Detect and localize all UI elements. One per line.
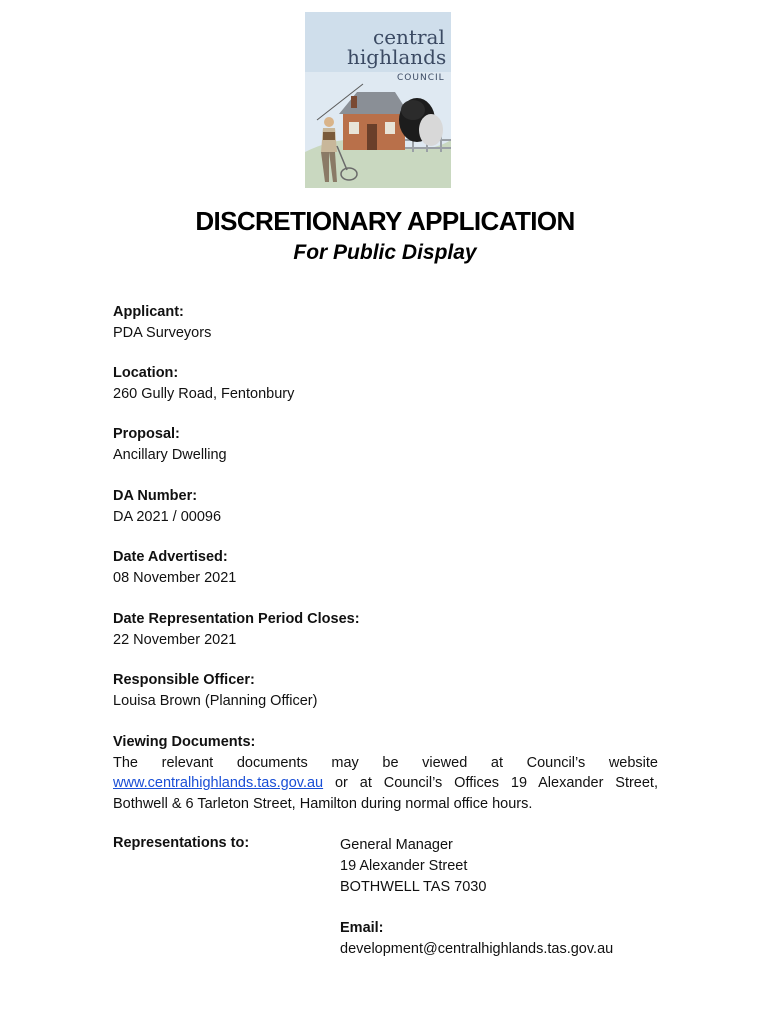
rep-addressee: General Manager	[340, 837, 453, 853]
date-advertised-value: 08 November 2021	[113, 569, 237, 586]
proposal-label: Proposal:	[113, 426, 180, 442]
page-title: DISCRETIONARY APPLICATION	[195, 206, 575, 236]
location-section	[113, 363, 673, 404]
location-label: Location:	[113, 365, 179, 381]
viewing-text-line-1: The relevant documents may be viewed at Council’s website	[113, 754, 658, 771]
date-closes-value: 22 November 2021	[113, 631, 237, 648]
date-closes-section	[113, 609, 673, 650]
representations-label: Representations to:	[113, 835, 250, 851]
rep-street: 19 Alexander Street	[340, 858, 468, 874]
page-subtitle: For Public Display	[293, 241, 477, 264]
logo-line-3: COUNCIL	[397, 73, 445, 83]
applicant-value: PDA Surveyors	[113, 324, 212, 341]
website-link[interactable]: www.centralhighlands.tas.gov.au	[113, 775, 324, 791]
viewing-text-line-2-rest: or at Council’s Offices 19 Alexander Street,	[323, 775, 658, 791]
proposal-value: Ancillary Dwelling	[113, 446, 227, 463]
logo-line-2: highlands	[347, 45, 447, 69]
date-advertised-label: Date Advertised:	[113, 549, 228, 565]
date-advertised-section	[113, 547, 673, 588]
applicant-section	[113, 302, 673, 343]
da-number-label: DA Number:	[113, 488, 198, 504]
proposal-section	[113, 424, 673, 465]
rep-email[interactable]: development@centralhighlands.tas.gov.au	[340, 941, 614, 957]
viewing-text-line-2	[113, 773, 658, 794]
rep-town: BOTHWELL TAS 7030	[340, 879, 487, 895]
officer-value: Louisa Brown (Planning Officer)	[113, 692, 318, 709]
da-number-section	[113, 486, 673, 527]
representations-address	[340, 835, 613, 960]
da-number-value: DA 2021 / 00096	[113, 508, 222, 525]
viewing-text-line-3: Bothwell & 6 Tarleton Street, Hamilton during normal office hours.	[113, 795, 533, 812]
applicant-label: Applicant:	[113, 304, 184, 320]
viewing-section	[113, 732, 658, 814]
date-closes-label: Date Representation Period Closes:	[113, 611, 360, 627]
officer-section	[113, 670, 673, 711]
officer-label: Responsible Officer:	[113, 672, 255, 688]
rep-spacer	[340, 898, 613, 918]
rep-email-label: Email:	[340, 920, 384, 936]
logo-line-1: central	[373, 25, 445, 49]
council-logo	[305, 12, 451, 188]
viewing-label: Viewing Documents:	[113, 734, 256, 750]
location-value: 260 Gully Road, Fentonbury	[113, 385, 295, 402]
